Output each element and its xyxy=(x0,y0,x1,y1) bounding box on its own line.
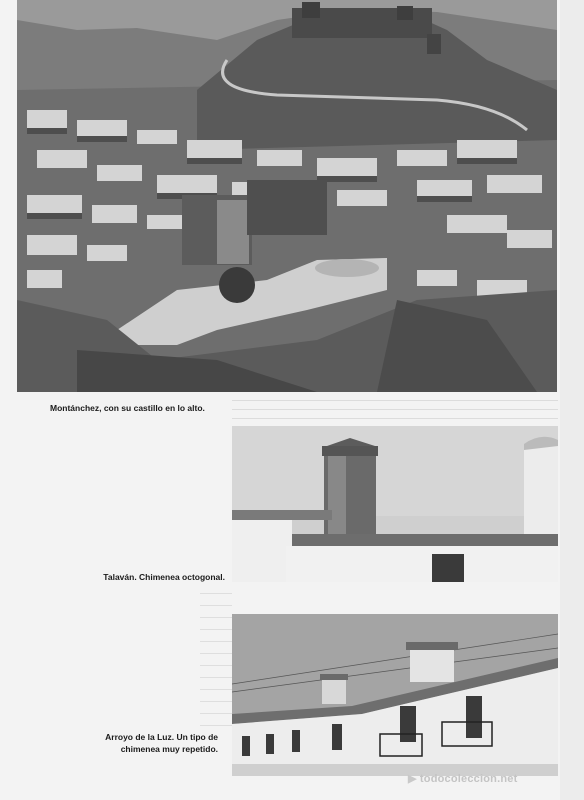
talavan-chimney-photo xyxy=(232,426,558,582)
watermark-logo-icon: ▶ xyxy=(408,773,420,785)
bleed-through-text xyxy=(232,392,558,426)
bleed-through-text-left xyxy=(200,582,232,732)
arroyo-de-la-luz-photo xyxy=(232,614,558,776)
watermark-text: todocoleccion.net xyxy=(419,773,518,785)
caption-talavan: Talaván. Chimenea octogonal. xyxy=(103,572,225,582)
caption-arroyo-de-la-luz: Arroyo de la Luz. Un tipo de chimenea muy repetido. xyxy=(105,732,218,754)
caption-montanchez: Montánchez, con su castillo en lo alto. xyxy=(50,403,205,413)
montanchez-photo xyxy=(17,0,557,392)
watermark xyxy=(408,772,517,785)
page-edge xyxy=(560,0,584,800)
